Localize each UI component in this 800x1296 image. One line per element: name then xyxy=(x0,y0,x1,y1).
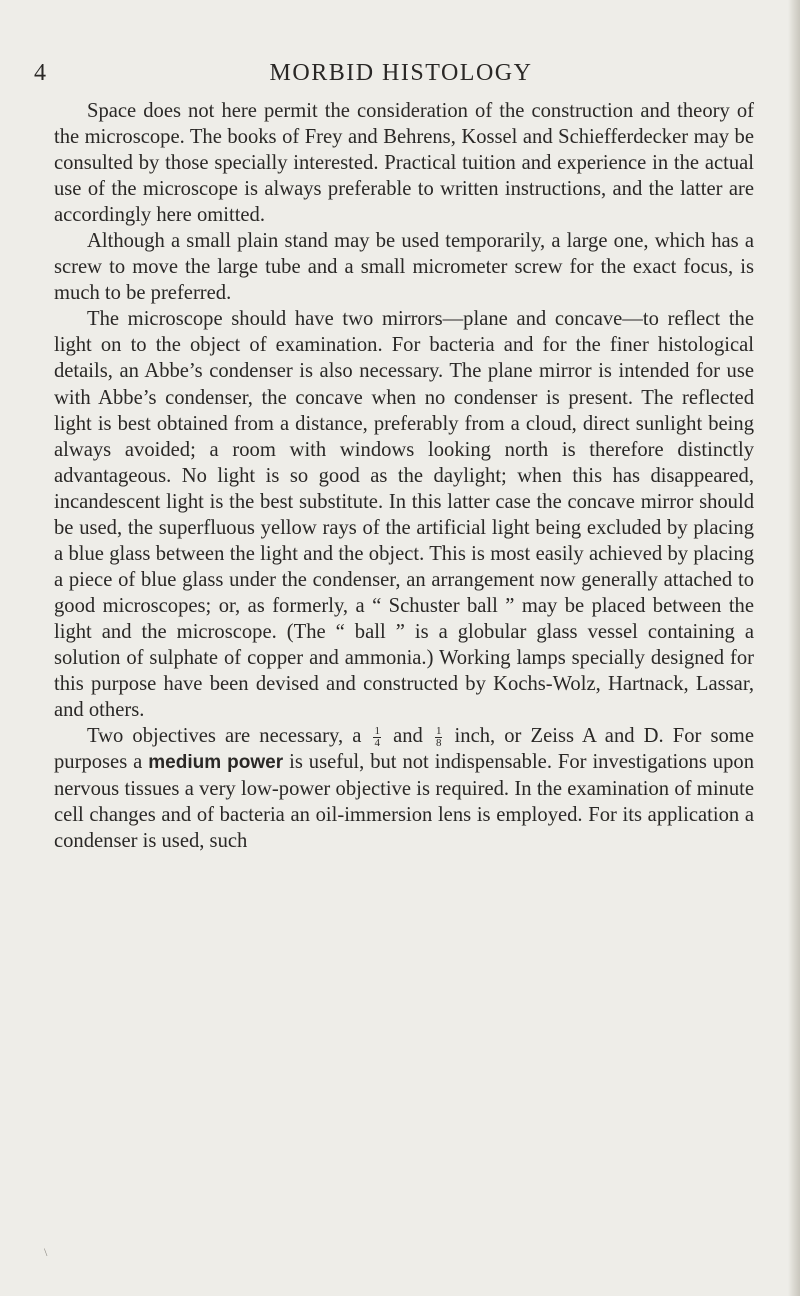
paragraph-microscope-stand: Although a small plain stand may be used temporarily, a large one, which has a screw to move the large tube and a small micrometer screw for the exact focus, is much to be preferred. xyxy=(54,230,754,305)
fraction-numerator: 1 xyxy=(435,724,442,737)
paragraph-microscope-theory: Space does not here permit the consideration of the construction and theory of the microscope. The books of Frey and Behrens, Kossel and Schiefferdecker may be consulted by those specially interested. Practical tuition and experience in the actual use of the microscope is always preferable to written instructions, and the latter are accordingly here omitted. xyxy=(54,100,754,227)
fraction-denominator: 8 xyxy=(435,736,442,749)
fraction-eighth-inch xyxy=(435,726,443,749)
paragraph-mirrors-and-light: The microscope should have two mirrors—plane and concave—to reflect the light on to the object of examination. For bacteria and for the finer histological details, an Abbe’s condenser is also necessary. The plane mirror is intended for use with Abbe’s condenser, the concave when no condenser is present. The reflected light is best obtained from a distance, preferably from a cloud, direct sunlight being always avoided; a room with windows looking north is therefore distinctly advantageous. No light is so good as the daylight; when this has disappeared, incandescent light is the best substitute. In this latter case the concave mirror should be used, the superfluous yellow rays of the artificial light being excluded by placing a blue glass between the light and the object. This is most easily achieved by placing a piece of blue glass under the condenser, an arrangement now generally attached to good microscopes; or, as formerly, a “ Schuster ball ” may be placed between the light and the microscope. (The “ ball ” is a globular glass vessel containing a solution of sulphate of copper and ammonia.) Working lamps specially designed for this purpose have been devised and constructed by Kochs-Wolz, Hartnack, Lassar, and others. xyxy=(54,308,754,722)
objectives-text-end: is useful, but not indispensable. For investigations upon nervous tissues a very low-power objective is required. In the examination of minute cell changes and of bacteria an oil-immersion lens is employed. For its application a condenser is used, such xyxy=(54,751,754,853)
stray-print-mark: \ xyxy=(44,1245,48,1259)
bold-term-medium-power: medium power xyxy=(148,752,284,774)
page-edge-shadow xyxy=(788,0,800,1296)
page-body xyxy=(54,98,754,854)
paragraph-objectives xyxy=(54,723,754,854)
fraction-quarter-inch xyxy=(373,726,381,749)
objectives-text-and: and xyxy=(393,725,423,748)
fraction-numerator: 1 xyxy=(374,724,380,737)
objectives-text-middle: inch, or Zeiss A and D. For some purposes a xyxy=(54,725,754,774)
objectives-text-start: Two objectives are necessary, a xyxy=(87,725,362,748)
page-header xyxy=(34,58,768,98)
fraction-denominator: 4 xyxy=(374,736,380,749)
page-number: 4 xyxy=(34,60,46,86)
running-title: MORBID HISTOLOGY xyxy=(269,60,533,86)
